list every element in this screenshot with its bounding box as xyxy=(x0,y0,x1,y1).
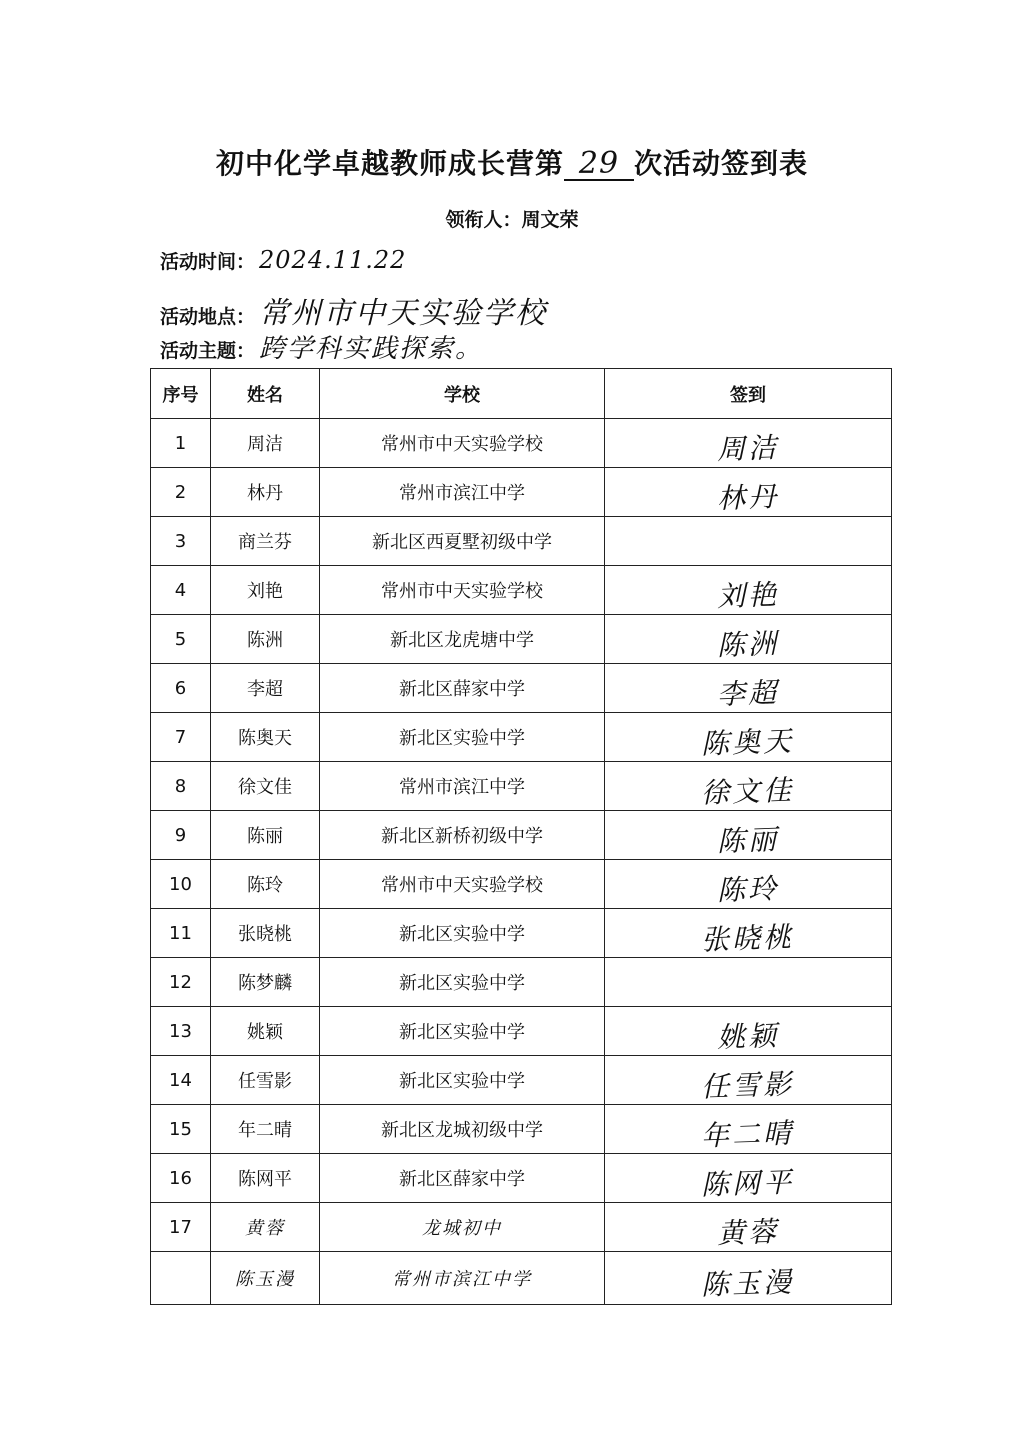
row-signature xyxy=(605,860,892,909)
title-number: 29 xyxy=(564,149,634,181)
row-number: 15 xyxy=(151,1105,211,1154)
row-name: 陈梦麟 xyxy=(211,958,320,1007)
signature: 年二晴 xyxy=(700,1116,796,1153)
row-name: 陈网平 xyxy=(211,1154,320,1203)
row-signature xyxy=(605,811,892,860)
table-row xyxy=(151,419,892,468)
row-school: 新北区实验中学 xyxy=(320,1056,605,1105)
table-body xyxy=(151,419,892,1305)
row-school: 新北区龙城初级中学 xyxy=(320,1105,605,1154)
title-suffix: 次活动签到表 xyxy=(634,147,809,180)
table-row xyxy=(151,909,892,958)
table-row xyxy=(151,1007,892,1056)
table-row xyxy=(151,664,892,713)
row-signature xyxy=(605,664,892,713)
table-row xyxy=(151,860,892,909)
table-row xyxy=(151,1105,892,1154)
row-name: 黄蓉 xyxy=(211,1203,320,1252)
row-school: 常州市中天实验学校 xyxy=(320,860,605,909)
row-name: 姚颖 xyxy=(211,1007,320,1056)
row-school: 新北区西夏墅初级中学 xyxy=(320,517,605,566)
row-signature xyxy=(605,1007,892,1056)
table-row xyxy=(151,713,892,762)
row-signature xyxy=(605,615,892,664)
row-school: 新北区新桥初级中学 xyxy=(320,811,605,860)
signature: 周洁 xyxy=(716,430,780,467)
signature: 陈玲 xyxy=(716,871,780,908)
table-row xyxy=(151,762,892,811)
row-name: 陈洲 xyxy=(211,615,320,664)
table-row xyxy=(151,1252,892,1305)
row-school: 龙城初中 xyxy=(320,1203,605,1252)
row-school: 新北区薛家中学 xyxy=(320,1154,605,1203)
table-row xyxy=(151,1154,892,1203)
row-number xyxy=(151,1252,211,1305)
signature: 陈丽 xyxy=(716,822,780,859)
row-number: 1 xyxy=(151,419,211,468)
row-number: 5 xyxy=(151,615,211,664)
signature: 徐文佳 xyxy=(700,773,796,810)
table-row xyxy=(151,615,892,664)
row-signature xyxy=(605,713,892,762)
header-no: 序号 xyxy=(151,369,211,419)
signature: 黄蓉 xyxy=(716,1214,780,1251)
leader-label: 领衔人： xyxy=(445,209,522,231)
row-school: 新北区实验中学 xyxy=(320,958,605,1007)
signature: 姚颖 xyxy=(716,1018,780,1055)
signature: 任雪影 xyxy=(700,1067,796,1104)
row-signature xyxy=(605,1154,892,1203)
row-signature xyxy=(605,419,892,468)
row-school: 常州市中天实验学校 xyxy=(320,419,605,468)
activity-theme xyxy=(160,328,483,365)
theme-label: 活动主题： xyxy=(160,340,256,362)
row-signature xyxy=(605,909,892,958)
row-school: 新北区实验中学 xyxy=(320,1007,605,1056)
row-school: 常州市滨江中学 xyxy=(320,468,605,517)
leader-name: 周文荣 xyxy=(521,209,579,231)
signature: 刘艳 xyxy=(716,577,780,614)
row-signature xyxy=(605,468,892,517)
row-signature xyxy=(605,566,892,615)
row-name: 周洁 xyxy=(211,419,320,468)
place-label: 活动地点： xyxy=(160,306,256,328)
row-signature xyxy=(605,1252,892,1305)
row-name: 徐文佳 xyxy=(211,762,320,811)
page-title xyxy=(0,142,1024,182)
row-number: 16 xyxy=(151,1154,211,1203)
activity-place xyxy=(160,288,547,332)
row-number: 9 xyxy=(151,811,211,860)
row-name: 年二晴 xyxy=(211,1105,320,1154)
row-number: 3 xyxy=(151,517,211,566)
table-row xyxy=(151,811,892,860)
signature: 李超 xyxy=(716,675,780,712)
signature: 陈奥天 xyxy=(700,724,796,761)
signature: 陈网平 xyxy=(700,1165,796,1202)
row-number: 12 xyxy=(151,958,211,1007)
row-name: 陈丽 xyxy=(211,811,320,860)
row-name: 张晓桃 xyxy=(211,909,320,958)
row-signature xyxy=(605,1105,892,1154)
row-number: 13 xyxy=(151,1007,211,1056)
row-name: 陈玲 xyxy=(211,860,320,909)
row-signature xyxy=(605,1056,892,1105)
row-number: 6 xyxy=(151,664,211,713)
row-school: 常州市中天实验学校 xyxy=(320,566,605,615)
row-number: 2 xyxy=(151,468,211,517)
row-number: 10 xyxy=(151,860,211,909)
row-number: 7 xyxy=(151,713,211,762)
row-signature xyxy=(605,1203,892,1252)
row-school: 新北区薛家中学 xyxy=(320,664,605,713)
row-number: 17 xyxy=(151,1203,211,1252)
theme-value: 跨学科实践探索。 xyxy=(259,334,484,364)
place-value: 常州市中天实验学校 xyxy=(259,296,548,331)
row-school: 常州市滨江中学 xyxy=(320,1252,605,1305)
activity-time xyxy=(160,246,406,274)
table-row xyxy=(151,517,892,566)
row-signature xyxy=(605,958,892,1007)
header-sign: 签到 xyxy=(605,369,892,419)
header-name: 姓名 xyxy=(211,369,320,419)
signature: 陈玉漫 xyxy=(700,1265,796,1302)
header-school: 学校 xyxy=(320,369,605,419)
row-number: 14 xyxy=(151,1056,211,1105)
table-row xyxy=(151,958,892,1007)
time-value: 2024.11.22 xyxy=(259,246,407,274)
table-header-row xyxy=(151,369,892,419)
time-label: 活动时间： xyxy=(160,251,256,273)
signature: 林丹 xyxy=(716,479,780,516)
signature: 张晓桃 xyxy=(700,920,796,957)
leader-line xyxy=(0,205,1024,232)
row-school: 新北区龙虎塘中学 xyxy=(320,615,605,664)
row-name: 刘艳 xyxy=(211,566,320,615)
row-number: 4 xyxy=(151,566,211,615)
row-school: 常州市滨江中学 xyxy=(320,762,605,811)
row-name: 商兰芬 xyxy=(211,517,320,566)
row-name: 李超 xyxy=(211,664,320,713)
title-prefix: 初中化学卓越教师成长营第 xyxy=(215,147,564,180)
table-row xyxy=(151,468,892,517)
table-row xyxy=(151,1056,892,1105)
row-signature xyxy=(605,517,892,566)
row-name: 任雪影 xyxy=(211,1056,320,1105)
row-school: 新北区实验中学 xyxy=(320,909,605,958)
signature: 陈洲 xyxy=(716,626,780,663)
row-number: 8 xyxy=(151,762,211,811)
row-name: 陈奥天 xyxy=(211,713,320,762)
row-name: 陈玉漫 xyxy=(211,1252,320,1305)
row-signature xyxy=(605,762,892,811)
row-name: 林丹 xyxy=(211,468,320,517)
row-number: 11 xyxy=(151,909,211,958)
table-row xyxy=(151,1203,892,1252)
attendance-table xyxy=(150,368,892,1305)
row-school: 新北区实验中学 xyxy=(320,713,605,762)
table-row xyxy=(151,566,892,615)
